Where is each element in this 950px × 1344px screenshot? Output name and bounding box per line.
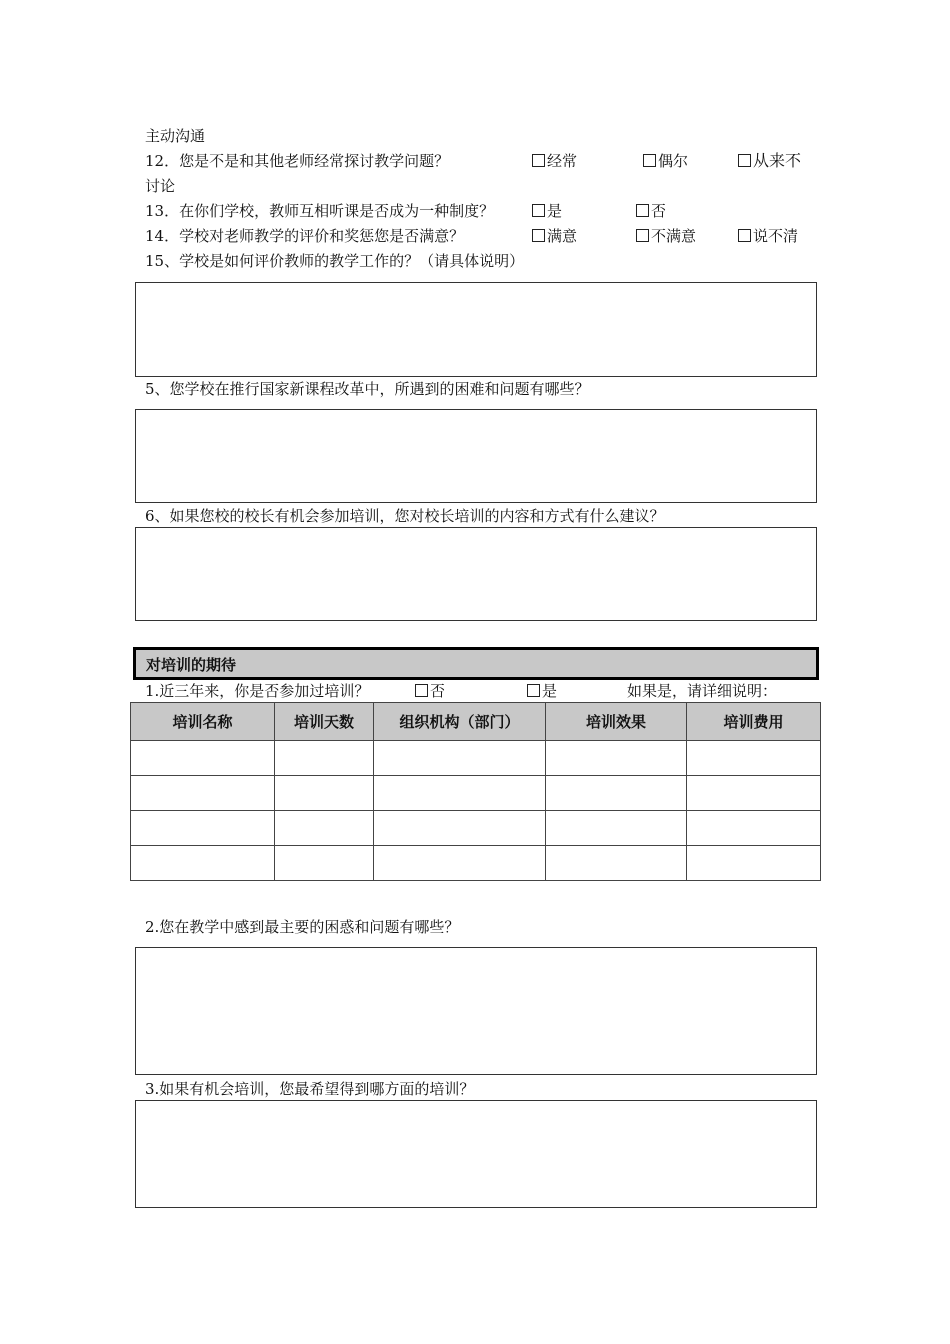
- table-cell[interactable]: [131, 846, 275, 881]
- q13-option-no[interactable]: 否: [636, 201, 666, 221]
- table-cell[interactable]: [687, 811, 821, 846]
- q5-text: 5、您学校在推行国家新课程改革中，所遇到的困难和问题有哪些？: [145, 380, 590, 398]
- q12-option-never[interactable]: 从来不: [738, 151, 801, 171]
- t2-text: 2.您在教学中感到最主要的困惑和问题有哪些？: [145, 918, 460, 936]
- q6-answer-box[interactable]: [135, 527, 817, 621]
- table-row: [131, 741, 821, 776]
- table-row: [131, 846, 821, 881]
- t1-followup: 如果是，请详细说明：: [627, 682, 778, 700]
- col-training-days: 培训天数: [275, 703, 374, 741]
- table-cell[interactable]: [687, 846, 821, 881]
- q5-answer-box[interactable]: [135, 409, 817, 503]
- q14-option-unsure[interactable]: 说不清: [738, 226, 798, 246]
- section-title: 对培训的期待: [146, 656, 237, 674]
- table-row: [131, 811, 821, 846]
- t3-answer-box[interactable]: [135, 1100, 817, 1208]
- q15-answer-box[interactable]: [135, 282, 817, 377]
- q12-option-often[interactable]: 经常: [532, 151, 577, 171]
- table-cell[interactable]: [131, 741, 275, 776]
- table-cell[interactable]: [546, 846, 687, 881]
- table-cell[interactable]: [374, 811, 546, 846]
- table-cell[interactable]: [687, 741, 821, 776]
- q14-text: 14．学校对老师教学的评价和奖惩您是否满意？: [145, 227, 465, 245]
- q12-option-sometimes[interactable]: 偶尔: [643, 151, 688, 171]
- q15-text: 15、学校是如何评价教师的教学工作的？（请具体说明）: [145, 252, 525, 270]
- table-cell[interactable]: [131, 776, 275, 811]
- table-cell[interactable]: [374, 776, 546, 811]
- table-cell[interactable]: [275, 811, 374, 846]
- col-training-name: 培训名称: [131, 703, 275, 741]
- q14-option-unsatisfied[interactable]: 不满意: [636, 226, 696, 246]
- t1-text: 1.近三年来，你是否参加过培训？: [145, 682, 370, 700]
- table-cell[interactable]: [546, 811, 687, 846]
- table-row: [131, 776, 821, 811]
- table-cell[interactable]: [275, 776, 374, 811]
- checkbox-icon[interactable]: [636, 229, 649, 242]
- training-table: [130, 702, 821, 881]
- t1-option-no[interactable]: 否: [415, 681, 445, 701]
- table-cell[interactable]: [131, 811, 275, 846]
- section-header: [133, 647, 819, 680]
- table-cell[interactable]: [374, 846, 546, 881]
- t1-option-yes[interactable]: 是: [527, 681, 557, 701]
- table-header-row: [131, 703, 821, 741]
- table-cell[interactable]: [687, 776, 821, 811]
- checkbox-icon[interactable]: [527, 684, 540, 697]
- checkbox-icon[interactable]: [643, 154, 656, 167]
- col-training-cost: 培训费用: [687, 703, 821, 741]
- table-cell[interactable]: [275, 846, 374, 881]
- col-organizer: 组织机构（部门）: [374, 703, 546, 741]
- q12-wrap: 讨论: [145, 177, 176, 195]
- table-cell[interactable]: [546, 741, 687, 776]
- checkbox-icon[interactable]: [636, 204, 649, 217]
- checkbox-icon[interactable]: [532, 229, 545, 242]
- t3-text: 3.如果有机会培训，您最希望得到哪方面的培训？: [145, 1080, 475, 1098]
- col-training-effect: 培训效果: [546, 703, 687, 741]
- checkbox-icon[interactable]: [738, 154, 751, 167]
- t2-answer-box[interactable]: [135, 947, 817, 1075]
- checkbox-icon[interactable]: [738, 229, 751, 242]
- checkbox-icon[interactable]: [532, 154, 545, 167]
- q13-option-yes[interactable]: 是: [532, 201, 562, 221]
- q6-text: 6、如果您校的校长有机会参加培训，您对校长培训的内容和方式有什么建议？: [145, 507, 665, 525]
- table-cell[interactable]: [275, 741, 374, 776]
- q14-option-satisfied[interactable]: 满意: [532, 226, 577, 246]
- checkbox-icon[interactable]: [532, 204, 545, 217]
- q13-text: 13．在你们学校，教师互相听课是否成为一种制度？: [145, 202, 495, 220]
- table-cell[interactable]: [374, 741, 546, 776]
- q-comm-tail: 主动沟通: [145, 127, 206, 145]
- table-cell[interactable]: [546, 776, 687, 811]
- q12-text: 12．您是不是和其他老师经常探讨教学问题？: [145, 152, 450, 170]
- checkbox-icon[interactable]: [415, 684, 428, 697]
